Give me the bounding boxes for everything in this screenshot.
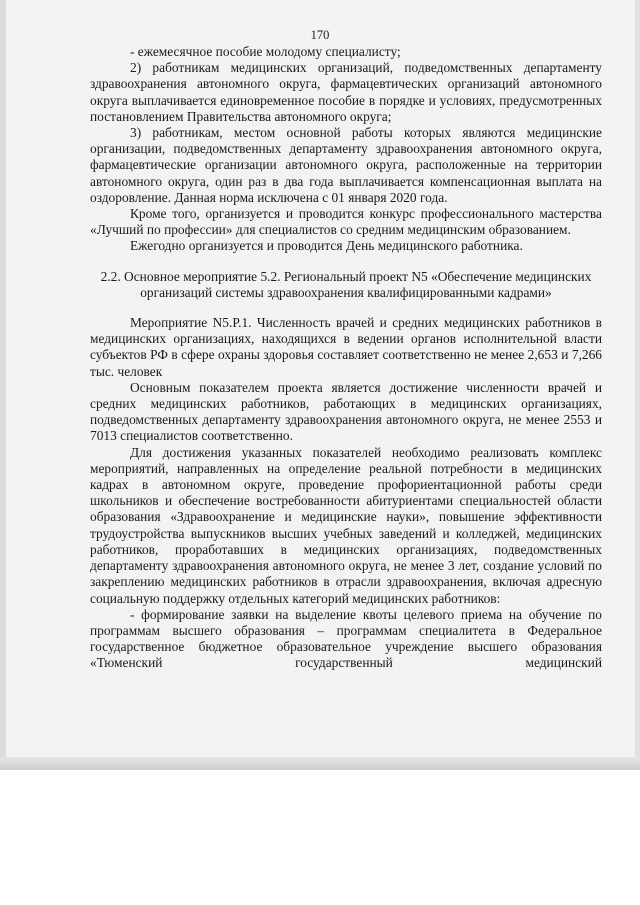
paragraph-1: - ежемесячное пособие молодому специалисту; <box>130 44 401 59</box>
paragraph-4: Кроме того, организуется и проводится конкурс профессионального мастерства «Лучший по профессии» для специалистов со средним медицинским образованием. <box>90 206 602 238</box>
document-body <box>90 44 602 672</box>
paragraph-2: 2) работникам медицинских организаций, подведомственных департаменту здравоохранения автономного округа, фармацевтических организаций автономного округа выплачивается единовременное пособие в порядке и условиях, предусмотренных постановлением Правительства автономного округа; <box>90 60 602 124</box>
paragraph-7: Основным показателем проекта является достижение численности врачей и средних медицинских работников, работающих в медицинских организациях, подведомственных департаменту здравоохранения автономного округа, не менее 2553 и 7013 специалистов соответственно. <box>90 379 602 444</box>
scan-left-edge <box>0 0 6 770</box>
section-heading: 2.2. Основное мероприятие 5.2. Региональный проект N5 «Обеспечение медицинских организаций системы здравоохранения квалифицированными кадрами» <box>100 268 592 300</box>
paragraph-3: 3) работникам, местом основной работы которых являются медицинские организации, подведомственных департаменту здравоохранения автономного округа, фармацевтические организации автономного округа, расположенные на территории автономного округа, один раз в два года выплачивается компенсационная выплата на оздоровление. Данная норма исключена с 01 января 2020 года. <box>90 125 602 205</box>
paragraph-5: Ежегодно организуется и проводится День медицинского работника. <box>130 238 523 254</box>
paragraph-6: Мероприятие N5.Р.1. Численность врачей и средних медицинских работников в медицинских организациях, находящихся в ведении органов исполнительной власти субъектов РФ в сфере охраны здоровья составляет соответственно не менее 2,653 и 7,266 тыс. человек <box>90 315 602 379</box>
paragraph-8: Для достижения указанных показателей необходимо реализовать комплекс мероприятий, направленных на определение реальной потребности в медицинских кадрах в автономном округе, проведение профориентационной работы среди школьников и обеспечение востребованности абитуриентами специальностей области образования «Здравоохранение и медицинские науки», повышение эффективности трудоустройства выпускников высших учебных заведений и колледжей, медицинских работников, проработавших в медицинских организациях, подведомственных департаменту здравоохранения автономного округа, не менее 3 лет, создание условий по закреплению медицинских работников в отрасли здравоохранения, включая адресную социальную поддержку отдельных категорий медицинских работников: <box>90 444 602 606</box>
paragraph-9: - формирование заявки на выделение квоты целевого приема на обучение по программам высшего образования – программам специалитета в Федеральное государственное бюджетное образовательное учреждение высшего образования «Тюменский государственный медицинский <box>90 606 602 671</box>
scan-right-edge <box>635 0 640 770</box>
page-number: 170 <box>310 28 330 42</box>
scan-bottom-edge <box>0 757 640 770</box>
